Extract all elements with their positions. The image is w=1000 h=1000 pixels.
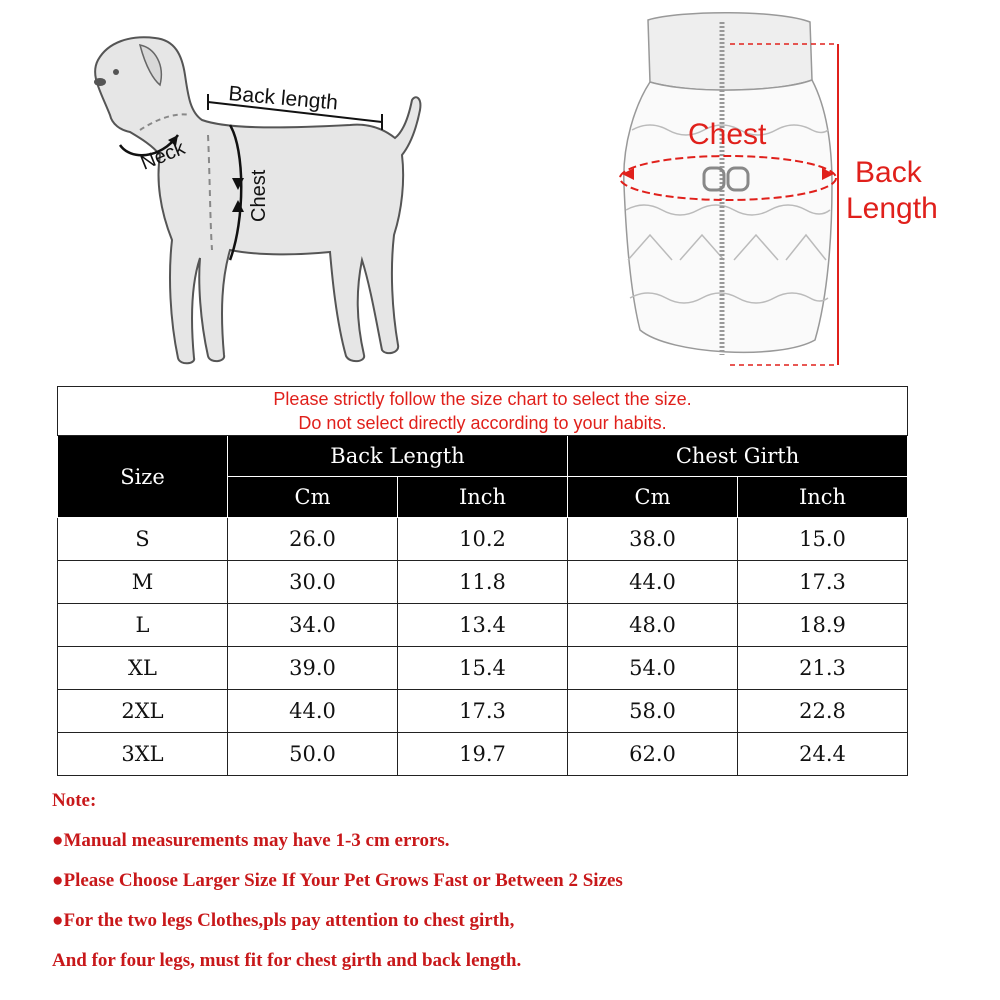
back-inch-cell: 15.4 [398,647,568,690]
chest-inch-cell: 21.3 [738,647,908,690]
note-item: ●Manual measurements may have 1-3 cm errors. [52,830,450,851]
notes-title: Note: [52,790,97,811]
vest-back-label: Back [855,156,922,189]
table-row [58,518,908,561]
chest-inch-header: Inch [738,477,908,518]
chest-inch-cell: 18.9 [738,604,908,647]
note-item: ●For the two legs Clothes,pls pay attention to chest girth, [52,910,515,931]
back-cm-cell: 44.0 [228,690,398,733]
chest-cm-cell: 44.0 [568,561,738,604]
notes-section [52,786,972,986]
size-cell: 3XL [58,733,228,776]
dog-silhouette-icon [60,20,460,380]
back-inch-cell: 13.4 [398,604,568,647]
neck-label: Neck [137,137,189,175]
dog-measurement-diagram [60,20,460,380]
note-item: And for four legs, must fit for chest girth and back length. [52,950,522,971]
size-cell: 2XL [58,690,228,733]
back-cm-cell: 30.0 [228,561,398,604]
size-cell: XL [58,647,228,690]
back-inch-cell: 19.7 [398,733,568,776]
chest-cm-cell: 58.0 [568,690,738,733]
back-inch-cell: 10.2 [398,518,568,561]
back-length-header: Back Length [228,436,568,477]
notice-cell [58,387,908,436]
size-header: Size [58,436,228,518]
vest-measurement-diagram [600,10,960,370]
table-row [58,604,908,647]
chest-cm-header: Cm [568,477,738,518]
back-cm-cell: 34.0 [228,604,398,647]
table-row [58,647,908,690]
back-cm-cell: 39.0 [228,647,398,690]
size-cell: M [58,561,228,604]
chest-cm-cell: 48.0 [568,604,738,647]
vest-collar [648,13,812,90]
chest-girth-header: Chest Girth [568,436,908,477]
vest-length-label: Length [846,192,938,225]
chest-inch-cell: 17.3 [738,561,908,604]
size-chart-table [57,386,908,776]
back-inch-cell: 17.3 [398,690,568,733]
notice-row [58,387,908,436]
table-row [58,690,908,733]
dog-eye [113,69,119,75]
table-row [58,733,908,776]
back-inch-cell: 11.8 [398,561,568,604]
size-cell: S [58,518,228,561]
chest-inch-cell: 15.0 [738,518,908,561]
size-cell: L [58,604,228,647]
dog-chest-label: Chest [248,169,270,222]
back-cm-cell: 26.0 [228,518,398,561]
pet-vest-icon [600,10,960,370]
note-item: ●Please Choose Larger Size If Your Pet Grows Fast or Between 2 Sizes [52,870,623,891]
back-length-label: Back length [227,82,339,115]
chest-cm-cell: 62.0 [568,733,738,776]
vest-chest-label: Chest [688,118,767,151]
dog-nose [94,78,106,86]
back-cm-cell: 50.0 [228,733,398,776]
back-cm-header: Cm [228,477,398,518]
notice-line-1: Please strictly follow the size chart to select the size. [273,389,692,409]
chest-cm-cell: 54.0 [568,647,738,690]
header-row-group [58,436,908,477]
chest-cm-cell: 38.0 [568,518,738,561]
back-inch-header: Inch [398,477,568,518]
table-row [58,561,908,604]
notice-line-2: Do not select directly according to your habits. [298,413,667,433]
chest-inch-cell: 24.4 [738,733,908,776]
chest-inch-cell: 22.8 [738,690,908,733]
